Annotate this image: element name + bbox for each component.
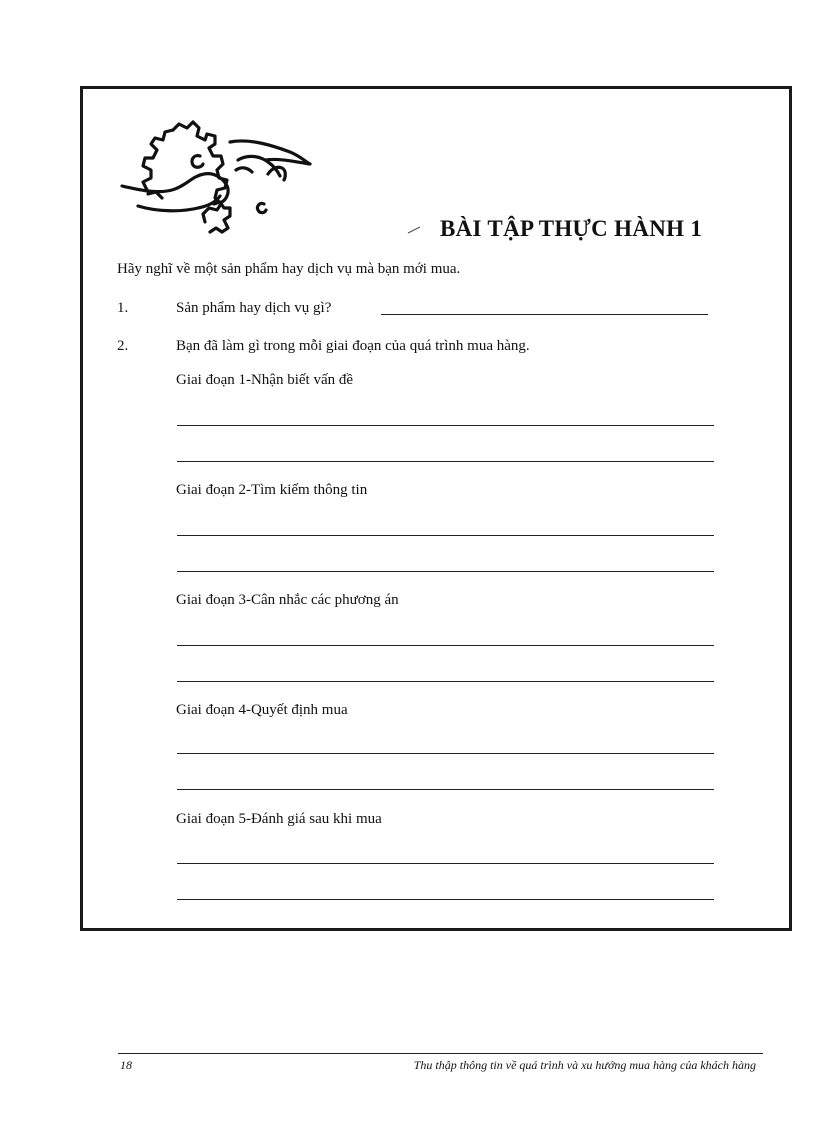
answer-line[interactable] (381, 314, 708, 315)
exercise-title: BÀI TẬP THỰC HÀNH 1 (440, 216, 703, 241)
answer-line[interactable] (177, 535, 714, 536)
question-number: 1. (117, 300, 129, 316)
gears-icon (118, 112, 318, 242)
answer-line[interactable] (177, 571, 714, 572)
question-text: Sản phẩm hay dịch vụ gì? (176, 300, 332, 316)
answer-line[interactable] (177, 899, 714, 900)
stage-label: Giai đoạn 5-Đánh giá sau khi mua (176, 811, 382, 827)
question-number: 2. (117, 338, 129, 354)
answer-line[interactable] (177, 681, 714, 682)
stage-label: Giai đoạn 2-Tìm kiếm thông tin (176, 482, 368, 498)
answer-line[interactable] (177, 645, 714, 646)
answer-line[interactable] (177, 461, 714, 462)
answer-line[interactable] (177, 789, 714, 790)
answer-line[interactable] (177, 425, 714, 426)
question-text: Bạn đã làm gì trong mỗi giai đoạn của quá trình mua hàng. (176, 338, 530, 354)
intro-text: Hãy nghĩ về một sản phẩm hay dịch vụ mà bạn mới mua. (117, 261, 461, 277)
page-number: 18 (120, 1058, 132, 1072)
footer-rule (118, 1053, 763, 1054)
stage-label: Giai đoạn 3-Cân nhắc các phương án (176, 592, 399, 608)
answer-line[interactable] (177, 863, 714, 864)
answer-line[interactable] (177, 753, 714, 754)
stage-label: Giai đoạn 1-Nhận biết vấn đề (176, 372, 354, 388)
check-mark-icon (407, 226, 421, 234)
stage-label: Giai đoạn 4-Quyết định mua (176, 702, 348, 718)
running-title: Thu thập thông tin về quá trình và xu hướng mua hàng của khách hàng (413, 1058, 756, 1072)
